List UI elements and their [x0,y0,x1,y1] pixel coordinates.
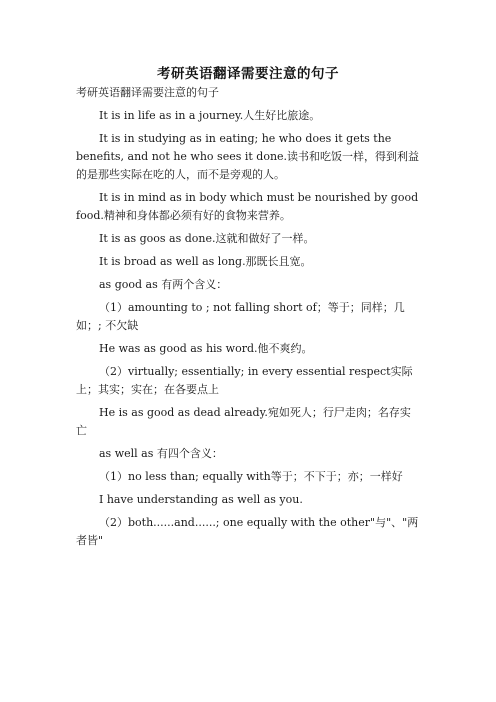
paragraph: as good as 有两个含义： [99,278,228,291]
document-title: 考研英语翻译需要注意的句子 [157,66,339,82]
paragraph: It is in studying as in eating; he who does it gets the benefits, and not he who sees it done.读书和吃饭一样，得到利益的是那些实际在吃的人，而不是旁观的人。 [76,132,420,181]
paragraph: as well as 有四个含义： [99,447,223,460]
paragraph: It is broad as well as long.那既长且宽。 [99,255,312,268]
paragraph-subtitle: 考研英语翻译需要注意的句子 [76,86,219,99]
paragraph: It is in mind as in body which must be nourished by good food.精神和身体都必须有好的食物来营养。 [76,191,419,222]
paragraph: It is as goos as done.这就和做好了一样。 [99,232,315,245]
paragraph: I have understanding as well as you. [99,493,303,506]
document-body [76,84,420,555]
paragraph: He is as good as dead already.宛如死人；行尸走肉；名存实亡 [76,406,411,437]
paragraph: （2）virtually; essentially; in every essential respect实际上；其实；实在；在各要点上 [76,365,413,396]
paragraph: （2）both......and......; one equally with the other"与"、"两者皆" [76,516,419,547]
paragraph: It is in life as in a journey.人生好比旅途。 [99,109,321,122]
paragraph: （1）amounting to ; not falling short of；等于；同样；几如；; 不欠缺 [76,301,405,332]
paragraph: （1）no less than; equally with等于；不下于；亦；一样好 [99,470,403,483]
paragraph: He was as good as his word.他不爽约。 [99,342,313,355]
